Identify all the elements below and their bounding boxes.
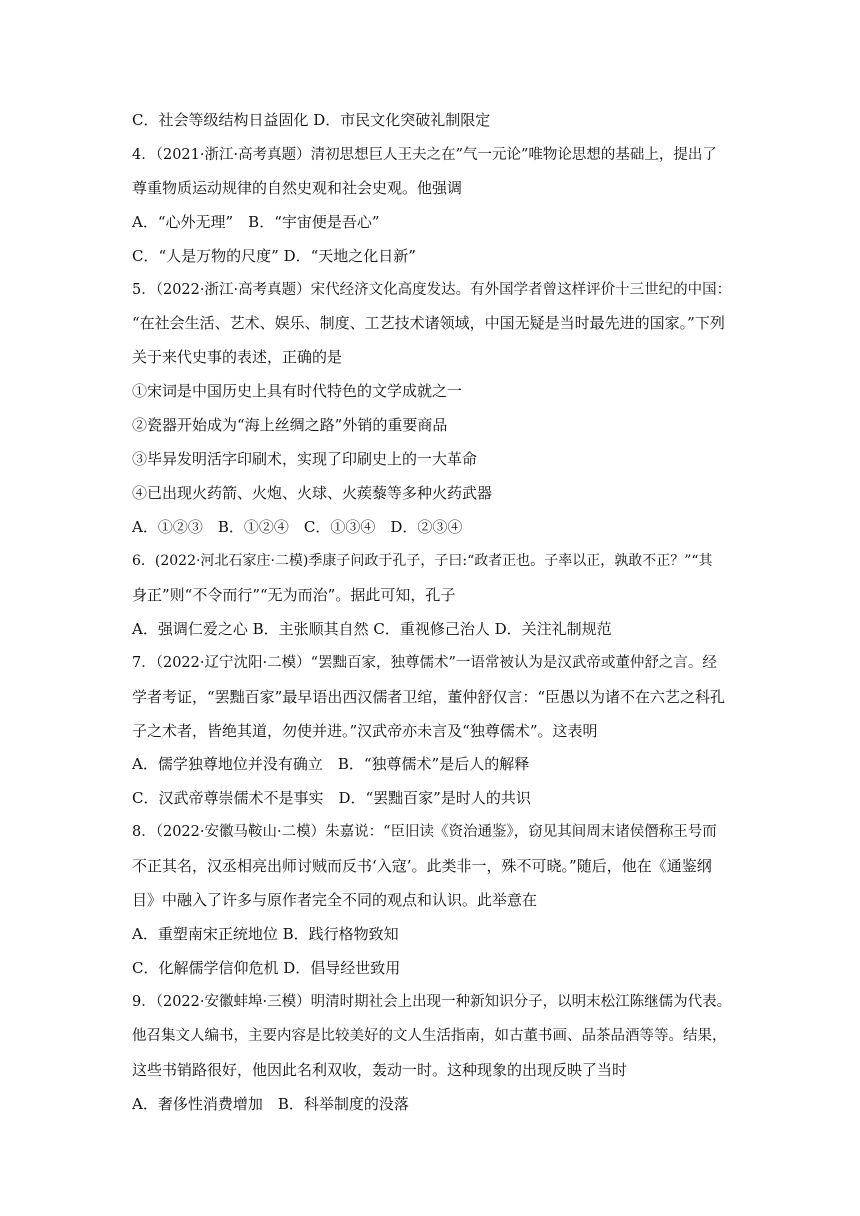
option-line-q8-cd: C．化解儒学信仰危机 D．倡导经世致用 [132,959,401,977]
question-5-statement-3: ③毕异发明活字印刷术，实现了印刷史上的一大革命 [132,450,478,468]
question-7-stem-line-3: 子之术者，皆绝其道，勿使并进。”汉武帝亦未言及“独尊儒术”。这表明 [132,722,598,740]
question-6-stem-line-1: 6．(2022·河北石家庄·二模)季康子问政于孔子，子曰:“政者正也。子率以正，孰敢不正？”“其 [132,553,713,569]
question-7-stem-line-2: 学者考证，“罢黜百家”最早语出西汉儒者卫绾，董仲舒仅言：“臣愚以为诸不在六艺之科孔 [132,688,726,706]
option-line-q5: A．①②③ B．①②④ C．①③④ D．②③④ [132,518,463,536]
option-line-q4-ab: A．“心外无理” B．“宇宙便是吾心” [132,213,380,231]
option-line-q8-ab: A．重塑南宋正统地位 B．践行格物致知 [132,925,399,943]
option-line-q6: A．强调仁爱之心 B．主张顺其自然 C．重视修己治人 D．关注礼制规范 [132,620,612,638]
question-7-stem-line-1: 7．（2022·辽宁沈阳·二模）“罢黜百家，独尊儒术”一语常被认为是汉武帝或董仲舒之言。经 [132,655,717,671]
question-8-stem-line-2: 不正其名，汉丞相亮出师讨贼而反书‘入寇’。此类非一，殊不可晓。”随后，他在《通鉴纲 [132,857,712,875]
option-line-q9-ab: A．奢侈性消费增加 B．科举制度的没落 [132,1095,409,1113]
question-5-statement-4: ④已出现火药箭、火炮、火球、火蒺藜等多种火药武器 [132,484,493,502]
question-5-stem-line-3: 关于来代史事的表述，正确的是 [132,348,343,366]
question-8-stem-line-1: 8．（2022·安徽马鞍山·二模）朱嘉说：“臣旧读《资治通鉴》，窃见其间周末诸侯僭称王号而 [132,824,717,840]
option-line-q7-cd: C．汉武帝尊崇儒术不是事实 D．“罢黜百家”是时人的共识 [132,789,531,807]
question-6-stem-line-2: 身正”则“不令而行”“无为而治”。据此可知，孔子 [132,586,456,604]
option-line-q7-ab: A．儒学独尊地位并没有确立 B．“独尊儒术”是后人的解释 [132,755,530,773]
question-5-statement-2: ②瓷器开始成为“海上丝绸之路”外销的重要商品 [132,416,448,434]
question-8-stem-line-3: 目》中融入了许多与原作者完全不同的观点和认识。此举意在 [132,891,538,909]
question-4-stem-line-1: 4．（2021·浙江·高考真题）清初思想巨人王夫之在”气一元论”唯物论思想的基础上，提出了 [132,147,717,163]
question-5-statement-1: ①宋词是中国历史上具有时代特色的文学成就之一 [132,382,463,400]
option-line-q4-cd: C．“人是万物的尺度” D．“天地之化日新” [132,247,416,265]
option-line-q3-cd: C．社会等级结构日益固化 D．市民文化突破礼制限定 [132,111,491,129]
question-9-stem-line-3: 这些书销路很好，他因此名利双收，轰动一时。这种现象的出现反映了当时 [132,1061,628,1079]
question-5-stem-line-2: “在社会生活、艺术、娱乐、制度、工艺技术诸领域，中国无疑是当时最先进的国家。”下列 [132,314,725,332]
question-9-stem-line-2: 他召集文人编书，主要内容是比较美好的文人生活指南，如古董书画、品茶品酒等等。结果， [132,1028,727,1044]
question-9-stem-line-1: 9．（2022·安徽蚌埠·三模）明清时期社会上出现一种新知识分子，以明末松江陈继儒为代表。 [132,994,732,1010]
question-4-stem-line-2: 尊重物质运动规律的自然史观和社会史观。他强调 [132,179,463,197]
question-5-stem-line-1: 5．（2022·浙江·高考真题）宋代经济文化高度发达。有外国学者曾这样评价十三世纪的中国： [132,282,732,298]
